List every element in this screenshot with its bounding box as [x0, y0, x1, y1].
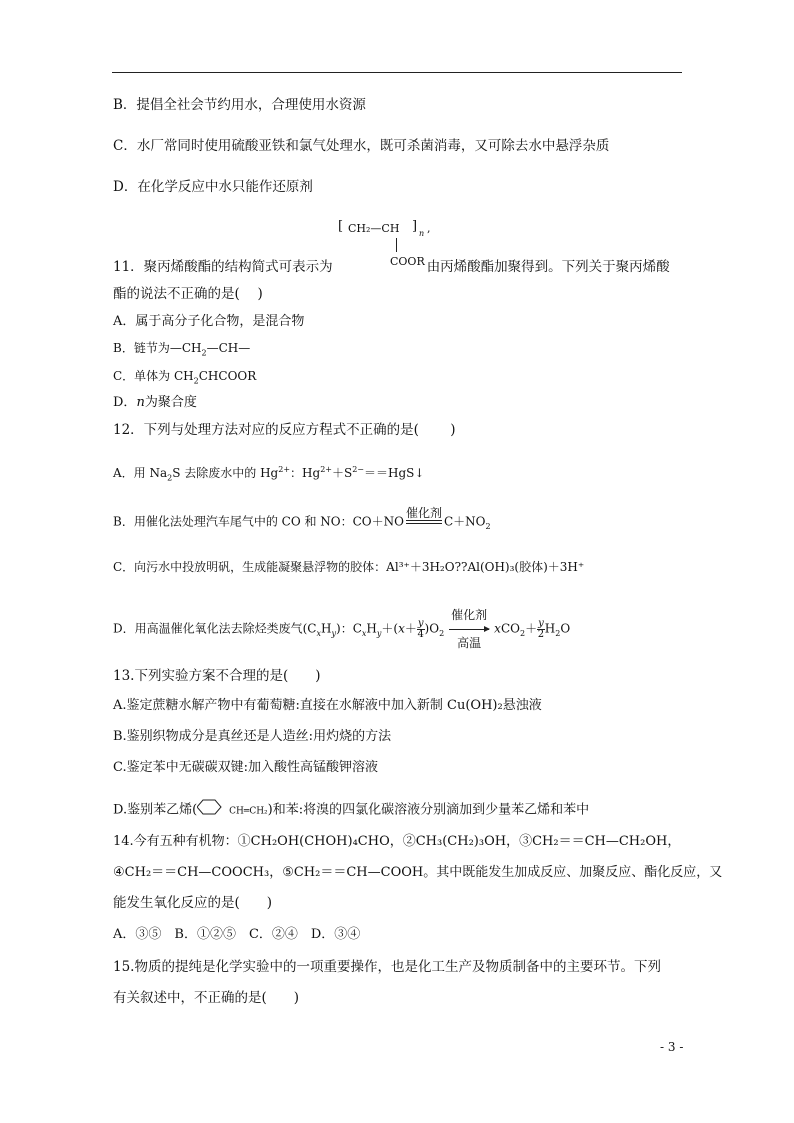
header-rule	[112, 72, 682, 73]
q12-d-co2: CO	[500, 621, 520, 636]
question-11-line2: 酯的说法不正确的是( )	[113, 286, 263, 302]
q12-b-condition	[406, 506, 442, 538]
q12-a-end: ＝＝HgS↓	[364, 466, 425, 480]
q12-a-mid: S 去除废水中的 Hg	[172, 466, 279, 480]
catalyst-label: 催化剂	[405, 506, 442, 520]
q11-option-a: A．属于高分子化合物，是混合物	[113, 314, 305, 329]
q13-option-a: A.鉴定蔗糖水解产物中有葡萄糖:直接在水解液中加入新制 Cu(OH)₂悬浊液	[113, 698, 542, 713]
q11-text-post: 由丙烯酸酯加聚得到。下列关于聚丙烯酸	[426, 259, 670, 275]
fraction-y-over-4: $\frac{y}{4}$	[417, 617, 424, 640]
struct-bond	[396, 238, 397, 252]
q12-d-condition	[446, 608, 492, 650]
q11-option-b: B．链节为$—CH_2—CH—$	[113, 341, 251, 358]
question-15-line2: 有关叙述中，不正确的是( )	[113, 990, 300, 1006]
q11-d-n: n	[136, 395, 145, 410]
q13-option-b: B.鉴别织物成分是真丝还是人造丝:用灼烧的方法	[113, 729, 392, 744]
q12-d-h2o: H	[544, 621, 556, 636]
q12-b-post: C＋NO	[444, 514, 486, 529]
q11-text-pre: 11．聚丙烯酸酯的结构简式可表示为	[113, 259, 333, 275]
q12-d-pre: D．用高温催化氧化法去除烃类废气(C	[113, 621, 317, 636]
q12-a-post: ：Hg	[290, 466, 321, 480]
reaction-arrow	[449, 629, 489, 630]
catalyst-label-d: 催化剂	[451, 608, 488, 622]
option-b-q10: B．提倡全社会节约用水，合理使用水资源	[113, 97, 366, 113]
q12-option-a: A．用 $Na_2S$ 去除废水中的 $Hg^{2+}$：$Hg^{2+}+S^{2-}==HgS↓$	[113, 465, 425, 483]
question-14-line1: 14.今有五种有机物：①CH₂OH(CHOH)₄CHO，②CH₃(CH₂)₃OH，③CH₂＝＝CH—CH₂OH，	[113, 834, 681, 849]
page-number: - 3 -	[660, 1040, 684, 1054]
question-14-line3: 能发生氧化反应的是( )	[113, 895, 273, 911]
q12-option-c: C．向污水中投放明矾，生成能凝聚悬浮物的胶体：Al³⁺＋3H₂O??Al(OH)₃(胶体)＋3H⁺	[113, 560, 585, 574]
q12-option-d: D．用高温催化氧化法去除烃类废气$(C_xH_y)$：$C_xH_y+(x+$ $\frac{y}{4}$ )$O_2$ 催化剂 高温 xCO$_2$＋ $\frac{y}{2}$ $H_2O$	[113, 608, 571, 650]
question-13: 13.下列实验方案不合理的是( )	[113, 668, 321, 684]
struct-comma: ,	[427, 222, 431, 235]
q13-d-post: )和苯:将溴的四氯化碳溶液分别滴加到少量苯乙烯和苯中	[267, 802, 590, 818]
q11-d-post: 为聚合度	[144, 395, 197, 410]
q11-c-post: CHCOOR	[198, 369, 257, 383]
q11-b-pre: B．链节为—CH	[113, 341, 202, 355]
q13-d-pre: D.鉴别苯乙烯(	[113, 802, 198, 818]
q11-c-pre: C．单体为 CH	[113, 369, 194, 383]
q11-d-pre: D．	[113, 395, 137, 410]
q12-option-b: B．用催化法处理汽车尾气中的 CO 和 NO：CO＋NO 催化剂 $C+NO_2$	[113, 506, 491, 538]
fraction-y-over-2: $\frac{y}{2}$	[537, 617, 545, 640]
q11-option-d	[113, 394, 197, 412]
styrene-side-chain: CH═CH₂	[229, 806, 268, 817]
q12-d-o2: )O	[424, 621, 440, 636]
question-15-line1: 15.物质的提纯是化学实验中的一项重要操作，也是化工生产及物质制备中的主要环节。下列	[113, 959, 661, 975]
question-14-line2: ④CH₂＝＝CH—COOCH₃，⑤CH₂＝＝CH—COOH。其中既能发生加成反应、加聚反应、酯化反应，又	[113, 865, 723, 880]
q12-d-mid: )：C	[336, 621, 362, 636]
option-d-q10: D．在化学反应中水只能作还原剂	[113, 179, 313, 195]
q12-b-pre: B．用催化法处理汽车尾气中的 CO 和 NO：CO＋NO	[113, 514, 404, 529]
struct-bracket-left: [	[338, 219, 344, 234]
q13-option-d	[113, 799, 589, 821]
struct-chain: CH₂—CH	[348, 222, 400, 235]
high-temp-label: 高温	[457, 636, 482, 650]
q12-a-pre: A．用 Na	[113, 466, 168, 480]
q11-option-c: C．单体为 $CH_2CHCOOR$	[113, 369, 257, 386]
q11-b-post: —CH—	[206, 341, 251, 355]
option-c-q10: C．水厂常同时使用硫酸亚铁和氯气处理水，既可杀菌消毒，又可除去水中悬浮杂质	[113, 138, 610, 154]
q13-option-c: C.鉴定苯中无碳碳双键:加入酸性高锰酸钾溶液	[113, 760, 378, 775]
struct-pendant: COOR	[390, 255, 425, 268]
struct-bracket-right: ]	[412, 219, 418, 234]
benzene-ring-icon	[197, 799, 229, 821]
question-12: 12．下列与处理方法对应的反应方程式不正确的是( )	[113, 422, 456, 438]
q14-options: A．③⑤ B．①②⑤ C．②④ D．③④	[113, 927, 361, 942]
struct-subscript-n: n	[419, 229, 425, 238]
question-11-line1	[113, 258, 670, 276]
